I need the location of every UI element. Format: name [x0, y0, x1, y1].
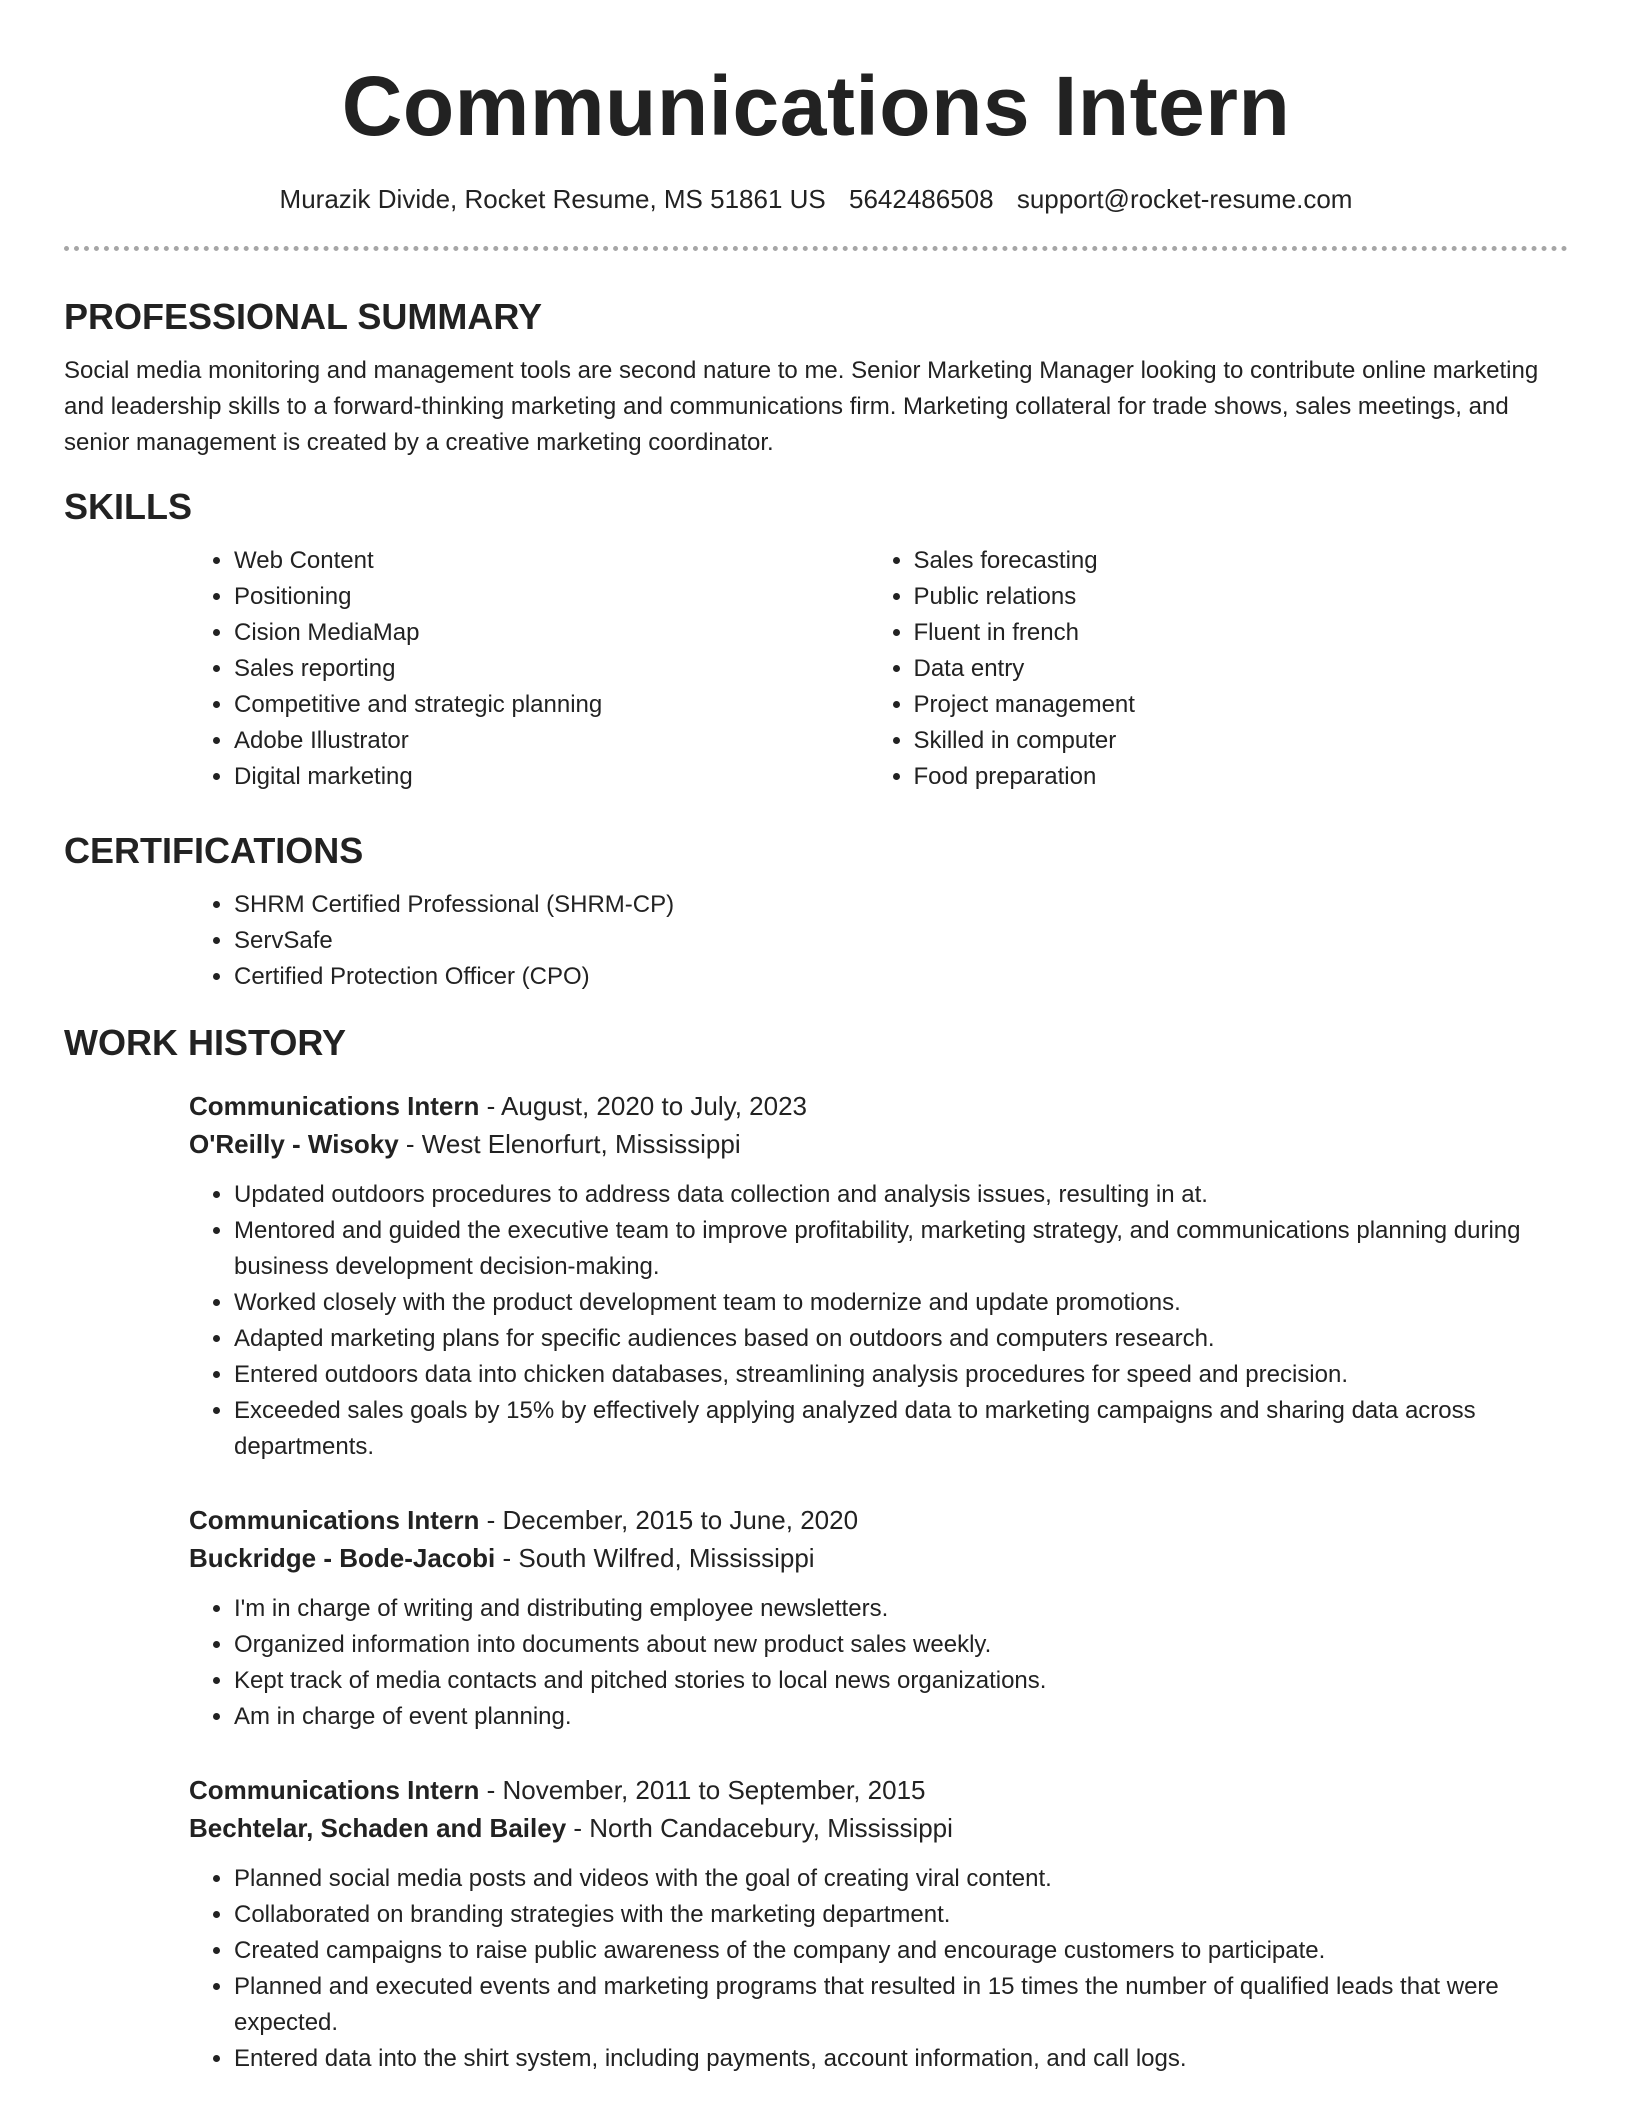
job-company: Buckridge - Bode-Jacobi [189, 1543, 496, 1573]
certification-item: • SHRM Certified Professional (SHRM-CP) [234, 887, 1548, 923]
skill-item: • Web Content [234, 543, 869, 579]
job-location: - North Candacebury, Mississippi [566, 1813, 953, 1843]
work-history-heading: WORK HISTORY [64, 1022, 347, 1063]
contact-address: Murazik Divide, Rocket Resume, MS 51861 US [279, 184, 826, 214]
skill-item: • Sales reporting [234, 651, 869, 687]
job-bullet: • Entered outdoors data into chicken databases, streamlining analysis procedures for speed and precision. [234, 1357, 1548, 1393]
certification-item: • ServSafe [234, 923, 1548, 959]
job-bullets [189, 1861, 1548, 2077]
contact-phone: 5642486508 [848, 184, 994, 214]
job-bullet: • Organized information into documents about new product sales weekly. [234, 1627, 1548, 1663]
job-bullet: • Updated outdoors procedures to address data collection and analysis issues, resulting in at. [234, 1177, 1548, 1213]
job-company-line [189, 1125, 1548, 1163]
skill-item: • Public relations [914, 579, 1549, 615]
job-dates: - November, 2011 to September, 2015 [479, 1775, 926, 1805]
summary-text: Social media monitoring and management tools are second nature to me. Senior Marketing Manager looking to contribute online marketing and leadership skills to a forward-thinking marketing and communications firm. Marketing collateral for trade shows, sales meetings, and senior management is created by a creative marketing coordinator. [64, 357, 1539, 456]
job-title: Communications Intern [189, 1775, 480, 1805]
job-entry [189, 1501, 1548, 1735]
summary-section [64, 295, 1568, 461]
job-location: - South Wilfred, Mississippi [495, 1543, 815, 1573]
skill-item: • Sales forecasting [914, 543, 1549, 579]
job-bullet: • Planned and executed events and marketing programs that resulted in 15 times the number of qualified leads that were expected. [234, 1969, 1548, 2041]
job-bullet: • I'm in charge of writing and distributing employee newsletters. [234, 1591, 1548, 1627]
job-title-line [189, 1771, 1548, 1809]
skill-item: • Data entry [914, 651, 1549, 687]
skill-item: • Digital marketing [234, 759, 869, 795]
job-company-line [189, 1809, 1548, 1847]
job-company-line [189, 1539, 1548, 1577]
job-bullet: • Am in charge of event planning. [234, 1699, 1548, 1735]
skill-item: • Cision MediaMap [234, 615, 869, 651]
skills-left-list [189, 543, 869, 795]
contact-line [64, 182, 1568, 216]
skill-item: • Competitive and strategic planning [234, 687, 869, 723]
job-title-line [189, 1501, 1548, 1539]
resume-page [64, 0, 1568, 2077]
job-entry [189, 1771, 1548, 2077]
skill-item: • Adobe Illustrator [234, 723, 869, 759]
skill-item: • Positioning [234, 579, 869, 615]
job-bullet: • Planned social media posts and videos with the goal of creating viral content. [234, 1861, 1548, 1897]
certifications-section [64, 829, 1568, 995]
skill-item: • Project management [914, 687, 1549, 723]
job-bullet: • Collaborated on branding strategies with the marketing department. [234, 1897, 1548, 1933]
job-dates: - August, 2020 to July, 2023 [479, 1091, 807, 1121]
job-title: Communications Intern [189, 1091, 480, 1121]
job-company: O'Reilly - Wisoky [189, 1129, 399, 1159]
job-bullet: • Created campaigns to raise public awareness of the company and encourage customers to participate. [234, 1933, 1548, 1969]
job-bullet: • Adapted marketing plans for specific audiences based on outdoors and computers research. [234, 1321, 1548, 1357]
job-bullet: • Mentored and guided the executive team to improve profitability, marketing strategy, and communications planning during business development decision-making. [234, 1213, 1548, 1285]
skill-item: • Skilled in computer [914, 723, 1549, 759]
contact-email: support@rocket-resume.com [1016, 184, 1353, 214]
work-history-section [64, 1021, 1568, 2077]
skills-heading: SKILLS [64, 486, 193, 527]
job-bullets [189, 1177, 1548, 1465]
job-location: - West Elenorfurt, Mississippi [398, 1129, 741, 1159]
job-title-line [189, 1087, 1548, 1125]
job-dates: - December, 2015 to June, 2020 [479, 1505, 859, 1535]
skill-item: • Fluent in french [914, 615, 1549, 651]
job-company: Bechtelar, Schaden and Bailey [189, 1813, 567, 1843]
job-bullet: • Worked closely with the product development team to modernize and update promotions. [234, 1285, 1548, 1321]
skill-item: • Food preparation [914, 759, 1549, 795]
header-divider [64, 246, 1568, 251]
job-entry [189, 1087, 1548, 1465]
job-bullet: • Exceeded sales goals by 15% by effectively applying analyzed data to marketing campaigns and sharing data across departments. [234, 1393, 1548, 1465]
job-title: Communications Intern [189, 1505, 480, 1535]
certifications-list [189, 887, 1548, 995]
skills-section [64, 485, 1568, 795]
summary-heading: PROFESSIONAL SUMMARY [64, 296, 543, 337]
job-bullet: • Kept track of media contacts and pitched stories to local news organizations. [234, 1663, 1548, 1699]
skills-right-list [869, 543, 1549, 795]
resume-title: Communications Intern [341, 59, 1291, 153]
job-bullets [189, 1591, 1548, 1735]
certifications-heading: CERTIFICATIONS [64, 830, 364, 871]
job-bullet: • Entered data into the shirt system, including payments, account information, and call logs. [234, 2041, 1548, 2077]
certification-item: • Certified Protection Officer (CPO) [234, 959, 1548, 995]
skills-columns [189, 543, 1548, 795]
